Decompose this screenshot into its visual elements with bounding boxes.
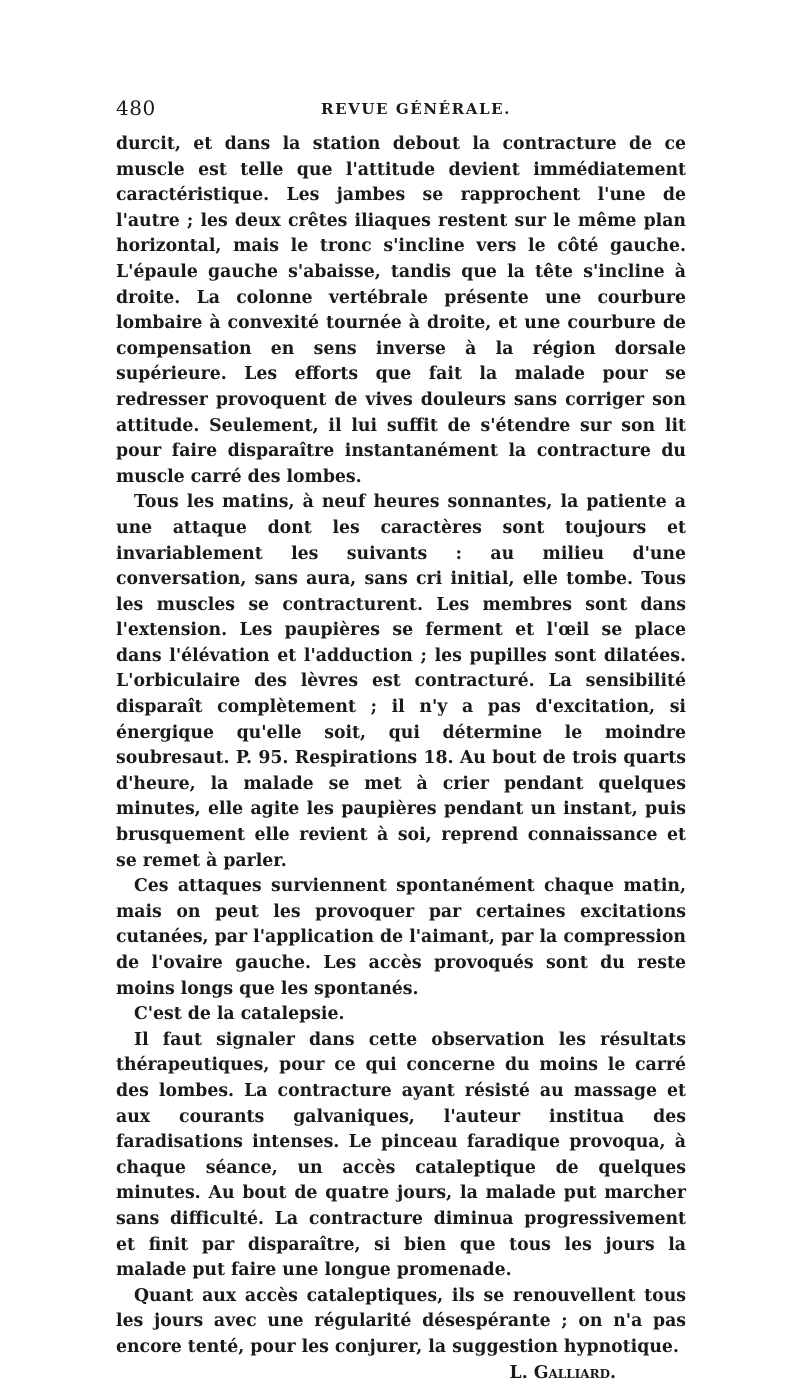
page-header	[116, 96, 686, 126]
body-text	[116, 132, 686, 1386]
paragraph-continuation: durcit, et dans la station debout la contracture de ce muscle est telle que l'attitude devient immédiatement caractéristique. Les jambes se rapprochent l'une de l'autre ; les deux crêtes iliaques restent sur le même plan horizontal, mais le tronc s'incline vers le côté gauche. L'épaule gauche s'abaisse, tandis que la tête s'incline à droite. La colonne vertébrale présente une courbure lombaire à convexité tournée à droite, et une courbure de compensation en sens inverse à la région dorsale supérieure. Les efforts que fait la malade pour se redresser provoquent de vives douleurs sans corriger son attitude. Seulement, il lui suffit de s'étendre sur son lit pour faire disparaître instantanément la contracture du muscle carré des lombes.	[116, 132, 686, 490]
author-signature	[116, 1361, 686, 1386]
paragraph-therapeutics: Il faut signaler dans cette observation les résultats thérapeutiques, pour ce qui concerne du moins le carré des lombes. La contracture ayant résisté au massage et aux courants galvaniques, l'auteur institua des faradisations intenses. Le pinceau faradique provoqua, à chaque séance, un accès cataleptique de quelques minutes. Au bout de quatre jours, la malade put marcher sans difficulté. La contracture diminua progressivement et finit par disparaître, si bien que tous les jours la malade put faire une longue promenade.	[116, 1028, 686, 1284]
paragraph-conclusion: Quant aux accès cataleptiques, ils se renouvellent tous les jours avec une régularité désespérante ; on n'a pas encore tenté, pour les conjurer, la suggestion hypnotique.	[116, 1284, 686, 1361]
paragraph-attack-description: Tous les matins, à neuf heures sonnantes, la patiente a une attaque dont les caractères sont toujours et invariablement les suivants : au milieu d'une conversation, sans aura, sans cri initial, elle tombe. Tous les muscles se contracturent. Les membres sont dans l'extension. Les paupières se ferment et l'œil se place dans l'élévation et l'adduction ; les pupilles sont dilatées. L'orbiculaire des lèvres est contracturé. La sensibilité disparaît complètement ; il n'y a pas d'excitation, si énergique qu'elle soit, qui détermine le moindre soubresaut. P. 95. Respirations 18. Au bout de trois quarts d'heure, la malade se met à crier pendant quelques minutes, elle agite les paupières pendant un instant, puis brusquement elle revient à soi, reprend connaissance et se remet à parler.	[116, 490, 686, 874]
author-name: L. Galliard.	[510, 1363, 616, 1383]
paragraph-diagnosis: C'est de la catalepsie.	[116, 1002, 686, 1028]
paragraph-provoked-attacks: Ces attaques surviennent spontanément chaque matin, mais on peut les provoquer par certaines excitations cutanées, par l'application de l'aimant, par la compression de l'ovaire gauche. Les accès provoqués sont du reste moins longs que les spontanés.	[116, 874, 686, 1002]
running-head: REVUE GÉNÉRALE.	[116, 100, 686, 118]
page-number: 480	[116, 96, 156, 120]
